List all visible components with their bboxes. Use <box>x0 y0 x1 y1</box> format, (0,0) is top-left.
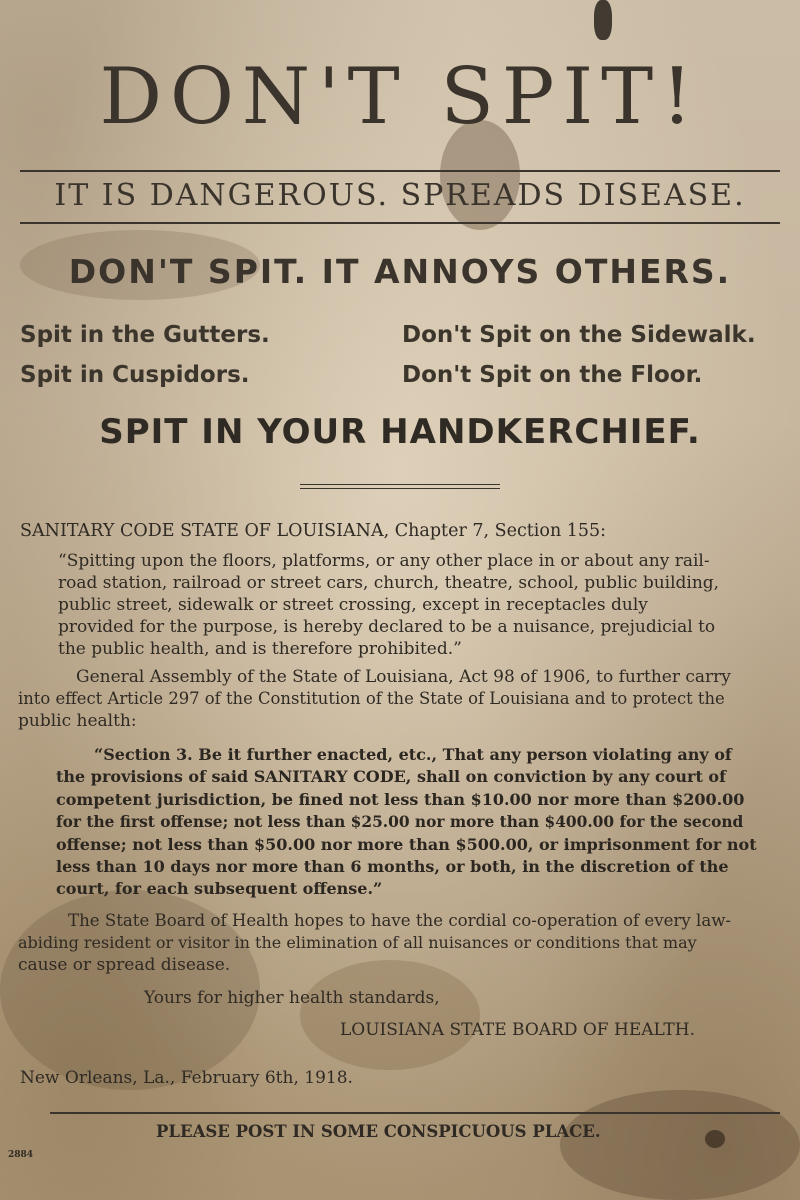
assembly-line: into effect Article 297 of the Constitution of the State of Louisiana and to protect the <box>18 689 725 708</box>
guideline-do-1: Spit in the Gutters. <box>20 322 270 348</box>
guideline-dont-1: Don't Spit on the Sidewalk. <box>402 322 756 348</box>
stain <box>560 1090 800 1200</box>
board-line: The State Board of Health hopes to have the cordial co-operation of every law- <box>68 911 732 930</box>
divider <box>300 484 500 485</box>
section3-line: offense; not less than $50.00 nor more than $500.00, or imprisonment for not <box>56 835 757 854</box>
section3-line: court, for each subsequent offense.” <box>56 879 383 898</box>
divider <box>300 488 500 489</box>
stain <box>705 1130 725 1148</box>
section3-line: “Section 3. Be it further enacted, etc., That any person violating any of <box>94 745 732 764</box>
board-line: abiding resident or visitor in the elimination of all nuisances or conditions that may <box>18 933 697 952</box>
guideline-dont-2: Don't Spit on the Floor. <box>402 362 703 388</box>
guideline-do-2: Spit in Cuspidors. <box>20 362 250 388</box>
divider <box>20 222 780 224</box>
divider <box>20 170 780 172</box>
date-line: New Orleans, La., February 6th, 1918. <box>20 1068 353 1088</box>
print-code: 2884 <box>8 1150 34 1160</box>
section3-line: competent jurisdiction, be fined not less than $10.00 nor more than $200.00 <box>56 790 745 809</box>
code-quote-line: “Spitting upon the floors, platforms, or any other place in or about any rail- <box>58 551 710 571</box>
code-quote-line: provided for the purpose, is hereby declared to be a nuisance, prejudicial to <box>58 617 716 637</box>
section3-line: the provisions of said SANITARY CODE, shall on conviction by any court of <box>56 767 726 786</box>
danger-subtitle: IT IS DANGEROUS. SPREADS DISEASE. <box>54 178 746 213</box>
annoys-subtitle: DON'T SPIT. IT ANNOYS OTHERS. <box>68 252 732 291</box>
signature: LOUISIANA STATE BOARD OF HEALTH. <box>340 1020 695 1040</box>
assembly-line: public health: <box>18 711 137 731</box>
assembly-line: General Assembly of the State of Louisiana, Act 98 of 1906, to further carry <box>76 667 731 687</box>
poster-title: DON'T SPIT! <box>99 52 701 142</box>
code-heading: SANITARY CODE STATE OF LOUISIANA, Chapter 7, Section 155: <box>20 521 607 541</box>
footer-notice: PLEASE POST IN SOME CONSPICUOUS PLACE. <box>156 1122 601 1141</box>
section3-line: less than 10 days nor more than 6 months, or both, in the discretion of the <box>56 857 729 876</box>
stain <box>594 0 612 40</box>
code-quote-line: road station, railroad or street cars, church, theatre, school, public building, <box>58 573 720 593</box>
stain <box>300 960 480 1070</box>
board-line: cause or spread disease. <box>18 955 231 975</box>
main-instruction: SPIT IN YOUR HANDKERCHIEF. <box>99 412 701 452</box>
closing: Yours for higher health standards, <box>144 988 440 1008</box>
code-quote-line: public street, sidewalk or street crossing, except in receptacles duly <box>58 595 648 615</box>
section3-line: for the first offense; not less than $25.00 nor more than $400.00 for the second <box>56 813 744 831</box>
divider <box>50 1112 780 1114</box>
code-quote-line: the public health, and is therefore prohibited.” <box>58 639 462 659</box>
